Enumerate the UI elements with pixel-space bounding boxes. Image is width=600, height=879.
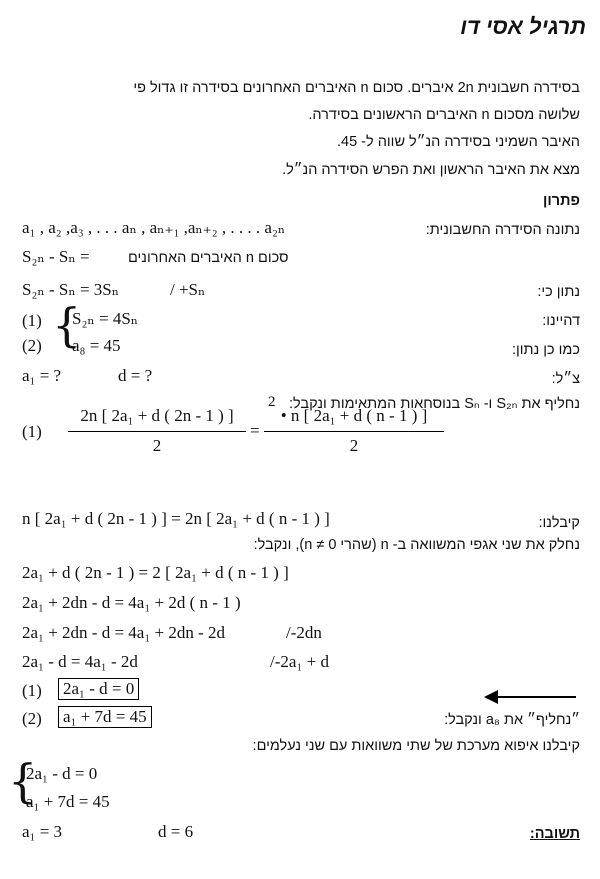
last-n-sum-expr: S₂ₙ - Sₙ = — [22, 247, 90, 266]
eq1-number: (1) — [22, 422, 42, 441]
system-eq-1: S₂ₙ = 4Sₙ — [72, 309, 139, 328]
divide-label: נחלק את שני אגפי המשוואה ב- n (שהרי n ≠ 0), ונקבל: — [253, 537, 580, 553]
step-2: 2a₁ + 2dn - d = 4a₁ + 2d ( n - 1 ) — [22, 593, 241, 612]
find-label: צ״ל: — [551, 371, 580, 387]
eq1-right-fraction-bar — [264, 431, 444, 432]
system-eq-2: a₈ = 45 — [72, 336, 121, 355]
solution-heading: פתרון — [543, 193, 580, 209]
result-eq-1: 2a₁ - d = 0 — [58, 678, 139, 700]
problem-line-2: שלושה מסכום n האיברים הראשונים בסידרה. — [308, 107, 580, 123]
problem-line-1: בסידרה חשבונית 2n איברים. סכום n האיברים האחרונים בסידרה זו גדול פי — [133, 80, 580, 96]
eq1-right-numerator: • n [ 2a₁ + d ( n - 1 ) ] — [280, 406, 428, 425]
received-label: קיבלנו: — [538, 515, 580, 531]
problem-line-4: מצא את האיבר הראשון ואת הפרש הסידרה הנ״ל. — [282, 162, 580, 178]
last-n-sum-label: סכום n האיברים האחרונים — [128, 250, 289, 266]
find-d: d = ? — [118, 366, 153, 385]
eq1-left-numerator: 2n [ 2a₁ + d ( 2n - 1 ) ] — [80, 406, 234, 425]
final-system-eq-1: 2a₁ - d = 0 — [26, 764, 98, 783]
answer-label: תשובה: — [529, 826, 580, 842]
left-arrow-icon — [484, 690, 498, 704]
result-num-1: (1) — [22, 681, 42, 700]
ie-label: דהיינו: — [542, 313, 580, 329]
find-a1: a₁ = ? — [22, 366, 62, 385]
given-equation: S₂ₙ - Sₙ = 3Sₙ — [22, 280, 120, 299]
received-equation: n [ 2a₁ + d ( 2n - 1 ) ] = 2n [ 2a₁ + d ( n - 1 ) ] — [22, 509, 330, 528]
substitute-a8-note: ״נחליף״ את a₈ ונקבל: — [444, 712, 580, 728]
system-intro-label: קיבלנו איפוא מערכת של שתי משוואות עם שני נעלמים: — [252, 738, 580, 754]
system-num-1: (1) — [22, 311, 42, 330]
answer-d: d = 6 — [158, 822, 194, 841]
system-brace: { — [52, 298, 82, 352]
eq1-left-denominator: 2 — [152, 436, 162, 455]
result-num-2: (2) — [22, 709, 42, 728]
sequence: a₁ , a₂ ,a₃ , . . . aₙ , aₙ₊₁ ,aₙ₊₂ , . . . . a₂ₙ — [22, 218, 286, 237]
page-title: תרגיל אסי דו — [460, 14, 586, 39]
given-sequence-label: נתונה הסידרה החשבונית: — [425, 222, 580, 238]
final-system-brace: { — [8, 754, 38, 808]
eq1-right-denominator: 2 — [349, 436, 359, 455]
step-4-operation: /-2a₁ + d — [270, 652, 329, 671]
given-operation: / +Sₙ — [170, 280, 206, 299]
arrow-shaft — [486, 696, 576, 698]
eq1-equals: = — [250, 421, 260, 440]
step-4: 2a₁ - d = 4a₁ - 2d — [22, 652, 138, 671]
also-given-label: כמו כן נתון: — [512, 342, 580, 358]
step-3: 2a₁ + 2dn - d = 4a₁ + 2dn - 2d — [22, 623, 226, 642]
step-1: 2a₁ + d ( 2n - 1 ) = 2 [ 2a₁ + d ( n - 1 ) ] — [22, 563, 289, 582]
step-3-operation: /-2dn — [286, 623, 322, 642]
problem-line-3: האיבר השמיני בסידרה הנ״ל שווה ל- 45. — [336, 134, 580, 150]
given-label: נתון כי: — [537, 284, 580, 300]
answer-a1: a₁ = 3 — [22, 822, 63, 841]
eq1-left-fraction-bar — [68, 431, 246, 432]
system-num-2: (2) — [22, 336, 42, 355]
substitute-label: נחליף את S₂ₙ ו- Sₙ בנוסחאות המתאימות ונקבל: — [289, 396, 580, 412]
final-system-eq-2: a₁ + 7d = 45 — [26, 792, 110, 811]
eq1-right-coefficient: 2 — [268, 394, 276, 410]
result-eq-2: a₁ + 7d = 45 — [58, 706, 152, 728]
